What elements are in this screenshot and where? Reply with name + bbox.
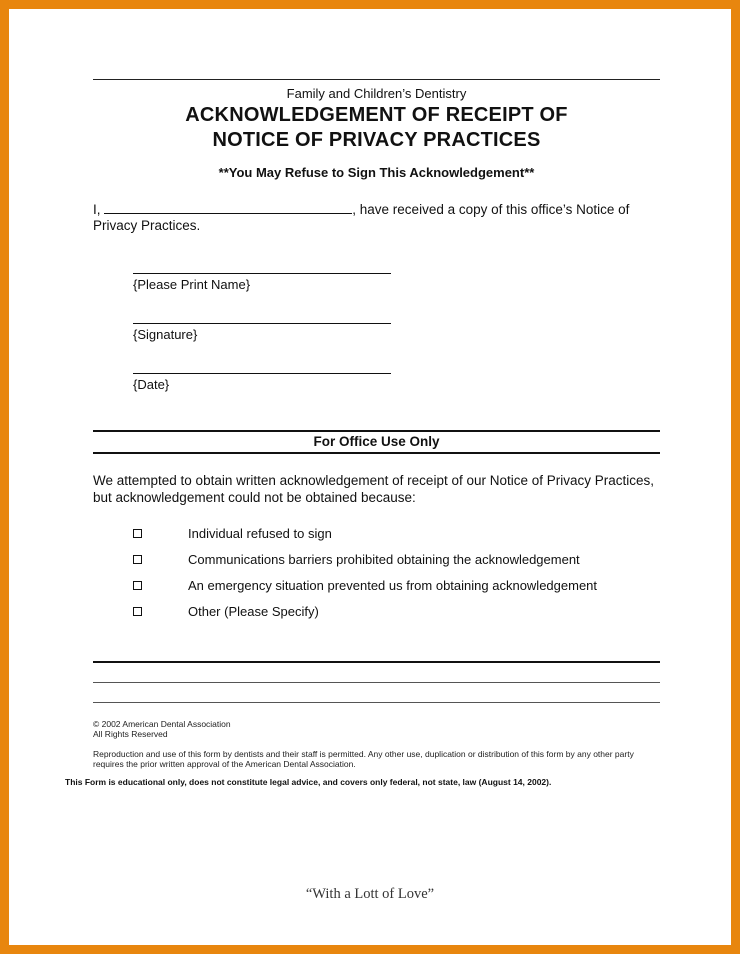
- copyright-line-1: © 2002 American Dental Association: [93, 719, 231, 729]
- option-label-other: Other (Please Specify): [188, 604, 319, 619]
- signature-field: [133, 308, 660, 342]
- acknowledgement-statement: [93, 202, 660, 234]
- option-row-refused: [133, 526, 660, 541]
- checkbox-individual-refused[interactable]: [133, 529, 142, 538]
- signature-block: [133, 258, 660, 392]
- form-title-line-1: ACKNOWLEDGEMENT OF RECEIPT OF: [185, 104, 568, 126]
- option-label-emergency: An emergency situation prevented us from obtaining acknowledgement: [188, 578, 598, 593]
- option-label-refused: Individual refused to sign: [188, 526, 332, 541]
- copyright-line-2: All Rights Reserved: [93, 729, 168, 739]
- date-line[interactable]: [133, 358, 391, 374]
- signature-line[interactable]: [133, 308, 391, 324]
- print-name-field: [133, 258, 660, 292]
- office-use-intro: We attempted to obtain written acknowledgement of receipt of our Notice of Privacy Practices, but acknowledgement could not be obtained because:: [93, 473, 655, 505]
- other-specify-line-3[interactable]: [93, 683, 660, 703]
- print-name-label: {Please Print Name}: [133, 277, 251, 292]
- tagline: “With a Lott of Love”: [305, 886, 435, 902]
- date-field: [133, 358, 660, 392]
- top-rule-divider: [93, 79, 660, 80]
- office-use-header: [93, 430, 660, 454]
- legal-disclaimer: This Form is educational only, does not constitute legal advice, and covers only federal, not state, law (August 14, 2002).: [65, 777, 552, 787]
- checkbox-other[interactable]: [133, 607, 142, 616]
- other-specify-lines: [93, 643, 660, 703]
- signature-label: {Signature}: [133, 327, 198, 342]
- checkbox-communication-barriers[interactable]: [133, 555, 142, 564]
- checkbox-emergency[interactable]: [133, 581, 142, 590]
- reproduction-notice: Reproduction and use of this form by dentists and their staff is permitted. Any other use, duplication or distribution of this form by any other party requires the prior written approval of the American Dental Association.: [93, 749, 634, 769]
- print-name-line[interactable]: [133, 258, 391, 274]
- copyright-block: [93, 719, 660, 739]
- practice-name: Family and Children’s Dentistry: [286, 86, 467, 101]
- statement-prefix: I,: [93, 202, 101, 217]
- statement-suffix: , have received a copy of this office’s Notice of Privacy Practices.: [93, 202, 630, 233]
- option-row-other: [133, 604, 660, 619]
- option-row-communication-barriers: [133, 552, 660, 567]
- office-use-title: For Office Use Only: [313, 434, 440, 449]
- refusal-notice: **You May Refuse to Sign This Acknowledgement**: [218, 165, 535, 180]
- name-fill-line[interactable]: [104, 202, 352, 214]
- other-specify-line-1[interactable]: [93, 643, 660, 663]
- form-title-line-2: NOTICE OF PRIVACY PRACTICES: [212, 129, 541, 151]
- option-label-communication-barriers: Communications barriers prohibited obtaining the acknowledgement: [188, 552, 580, 567]
- form-content: [9, 9, 731, 787]
- date-label: {Date}: [133, 377, 170, 392]
- option-row-emergency: [133, 578, 660, 593]
- reason-options: [133, 526, 660, 619]
- other-specify-line-2[interactable]: [93, 663, 660, 683]
